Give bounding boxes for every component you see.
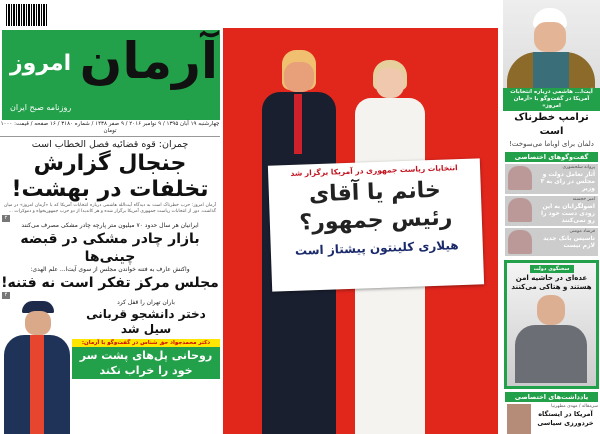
spokesman-box[interactable] — [504, 260, 599, 389]
kicker: چمران: قوه قضائیه فصل الخطاب است — [31, 139, 189, 150]
portrait — [508, 230, 532, 254]
interview-headline[interactable]: روحانی پل‌های پشت سر خود را خراب نکند — [72, 347, 220, 379]
item-kicker: پروانه سلحشوری — [562, 165, 595, 170]
note-kicker: سرمقاله / مهدی مطهرنیا — [551, 404, 598, 409]
item-title: آثار تعامل دولت و مجلس در رای به ۳ وزیر — [540, 171, 595, 192]
headline[interactable]: بازار چادر مشکی در قبضه چینی‌ها — [20, 231, 200, 265]
portrait — [537, 295, 565, 325]
interview-kicker: دکتر محمدجواد حق شناس در گفت‌وگو با آرمان: — [72, 339, 220, 347]
protest-sign — [268, 158, 484, 291]
item-title: اصولگرایان به این زودی دست خود را رو نمی‌کنند — [540, 203, 595, 224]
interviewee-photo — [4, 301, 70, 434]
rafsanjani-photo — [503, 0, 600, 88]
kicker: واکنش عارف به فتنه خواندن مجلس از سوی آیت‌ا... علم الهدی: — [30, 266, 190, 273]
portrait-area — [507, 293, 596, 383]
item-title: تاسیس بانک جدید لازم نیست — [543, 235, 595, 249]
section-exclusive-interviews: گفت‌وگوهای اختصاصی — [505, 152, 598, 162]
sign-headline-1: خانم یا آقای — [308, 177, 442, 208]
sign-kicker: انتخابات ریاست جمهوری در آمریکا برگزار شد — [290, 163, 458, 178]
sign-headline-2: رئیس جمهور؟ — [298, 205, 453, 236]
headline[interactable]: دختر دانشجو قربانی سیل شد — [86, 307, 206, 336]
interview-section — [0, 299, 220, 434]
sign-subheadline: هیلاری کلینتون پیشتاز است — [294, 238, 459, 258]
dateline: چهارشنبه ۱۹ آبان ۱۳۹۵ / ۹ نوامبر ۲۰۱۶ / ۹ صفر ۱۴۳۸ / شماره ۳۱۸۰ / ۱۶ صفحه / قیمت: ۱۰۰۰ تومان — [0, 121, 220, 137]
list-item[interactable] — [505, 196, 598, 226]
portrait — [507, 404, 531, 434]
main-headline[interactable]: جنجال گزارش تخلفات در بهشت! — [11, 151, 209, 202]
rafsanjani-banner: آیت‌ا... هاشمی درباره انتخابات آمریکا در گفت‌وگو با «آرمان امروز» — [503, 88, 600, 111]
right-column — [503, 88, 600, 434]
box-label: سخنگوی دولت — [530, 265, 574, 273]
portrait-body — [515, 325, 587, 383]
portrait — [508, 198, 532, 222]
kicker: باران تهران را قفل کرد — [117, 299, 175, 306]
article-body: آرمان امروز: حزب خطرناک است به دیدگاه آیت‌الله هاشمی درباره انتخابات آمریکا که با «آرمان امروز» در میان گذاشت. دور از انتخابات ریاست جمهوری آمریکا برگزار شده و هر کاندیدا از دو حزب جمهوریخواه و دموکرات ... — [4, 203, 216, 214]
note-item[interactable] — [505, 404, 598, 434]
list-item[interactable] — [505, 164, 598, 194]
list-item[interactable] — [505, 228, 598, 256]
kicker: ایرانیان هر سال حدود ۷۰ میلیون متر پارچه چادر مشکی مصرف می‌کنند — [21, 222, 199, 229]
page-ref: ۲ — [2, 215, 10, 222]
note-title: آمریکا در ایستگاه خردورزی سیاسی — [537, 410, 594, 427]
masthead-title: آرمان — [79, 32, 218, 90]
barcode — [6, 4, 48, 26]
page-ref: ۴ — [2, 292, 10, 299]
headline[interactable]: مجلس مرکز تفکر است نه فتنه! — [1, 275, 219, 291]
masthead-subtitle: امروز — [10, 51, 72, 76]
section-exclusive-notes: یادداشت‌های اختصاصی — [505, 392, 598, 402]
box-headline: عده‌ای در حاشیه امن هستند و هتاکی می‌کنند — [511, 274, 592, 291]
item-kicker: امیر خجسته — [572, 197, 595, 202]
item-kicker: فرشاد مومنی — [569, 229, 595, 234]
portrait — [508, 166, 532, 190]
right-subheadline: دلمان برای اوباما می‌سوخت! — [509, 140, 594, 148]
masthead-tagline: روزنامه صبح ایران — [10, 103, 72, 112]
right-headline[interactable]: ترامپ خطرناک است — [514, 112, 589, 137]
left-column — [0, 121, 220, 434]
